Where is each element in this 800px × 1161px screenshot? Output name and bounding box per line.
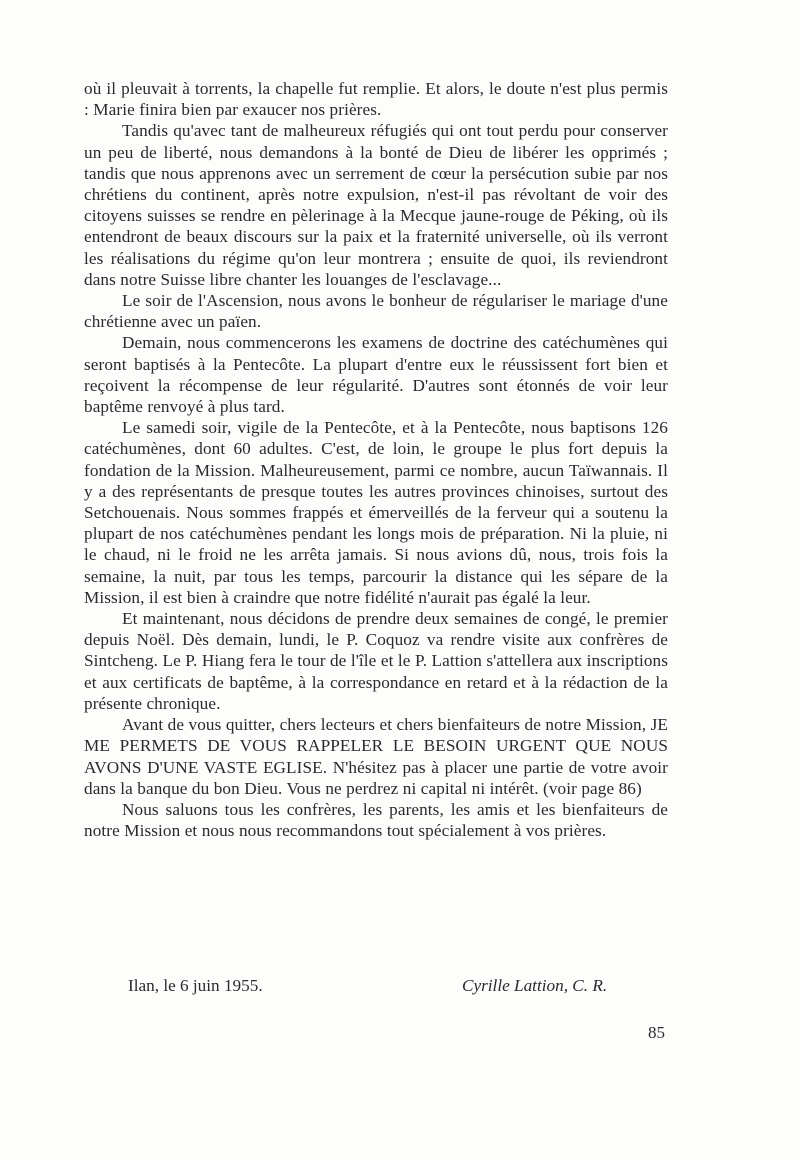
paragraph: où il pleuvait à torrents, la chapelle fut remplie. Et alors, le doute n'est plus permis : Marie finira bien par exaucer nos prières.: [84, 79, 668, 120]
paragraph: Le samedi soir, vigile de la Pentecôte, et à la Pentecôte, nous baptisons 126 catéchumènes, dont 60 adultes. C'est, de loin, le groupe le plus fort depuis la fondation de la Mission. Malheureusement, parmi ce nombre, aucun Taïwannais. Il y a des représentants de presque toutes les autres provinces chinoises, surtout des Setchouenais. Nous sommes frappés et émerveillés de la ferveur qui a soutenu la plupart de nos catéchumènes pendant les longs mois de préparation. Ni la pluie, ni le chaud, ni le froid ne les arrêta jamais. Si nous avions dû, nous, trois fois la semaine, la nuit, par tous les temps, parcourir la distance qui les sépare de la Mission, il est bien à craindre que notre fidélité n'aurait pas égalé la leur.: [84, 418, 668, 607]
place-date: Ilan, le 6 juin 1955.: [128, 976, 263, 995]
paragraph: Nous saluons tous les confrères, les parents, les amis et les bienfaiteurs de notre Mission et nous nous recommandons tout spécialement à vos prières.: [84, 799, 668, 841]
paragraph: Tandis qu'avec tant de malheureux réfugiés qui ont tout perdu pour conserver un peu de liberté, nous demandons à la bonté de Dieu de libérer les opprimés ; tandis que nous apprenons avec un serrement de cœur la persécution subie par nos chrétiens du continent, après notre expulsion, n'est-il pas révoltant de voir des citoyens suisses se rendre en pèlerinage à la Mecque jaune-rouge de Péking, où ils entendront de beaux discours sur la paix et la fraternité universelle, où ils verront les réalisations du régime qu'on leur montrera ; ensuite de quoi, ils reviendront dans notre Suisse libre chanter les louanges de l'esclavage...: [84, 121, 668, 289]
page-number: 85: [648, 1023, 665, 1042]
paragraph: Et maintenant, nous décidons de prendre deux semaines de congé, le premier depuis Noël. Dès demain, lundi, le P. Coquoz va rendre visite aux confrères de Sintcheng. Le P. Hiang fera le tour de l'île et le P. Lattion s'attellera aux inscriptions et aux certificats de baptême, à la correspondance en retard et à la rédaction de la présente chronique.: [84, 609, 668, 713]
paragraph: Demain, nous commencerons les examens de doctrine des catéchumènes qui seront baptisés à la Pentecôte. La plupart d'entre eux le réussissent fort bien et reçoivent la récompense de leur régularité. D'autres sont étonnés de voir leur baptême renvoyé à plus tard.: [84, 333, 668, 417]
author-name: Cyrille Lattion, C. R.: [462, 976, 608, 995]
paragraph: Le soir de l'Ascension, nous avons le bonheur de régulariser le mariage d'une chrétienne avec un païen.: [84, 291, 668, 332]
paragraph: Avant de vous quitter, chers lecteurs et chers bienfaiteurs de notre Mission, JE ME PERMETS DE VOUS RAPPELER LE BESOIN URGENT QUE NOUS AVONS D'UNE VASTE EGLISE. N'hésitez pas à placer une partie de votre avoir dans la banque du bon Dieu. Vous ne perdrez ni capital ni intérêt. (voir page 86): [84, 715, 668, 798]
body-text: [84, 78, 668, 841]
